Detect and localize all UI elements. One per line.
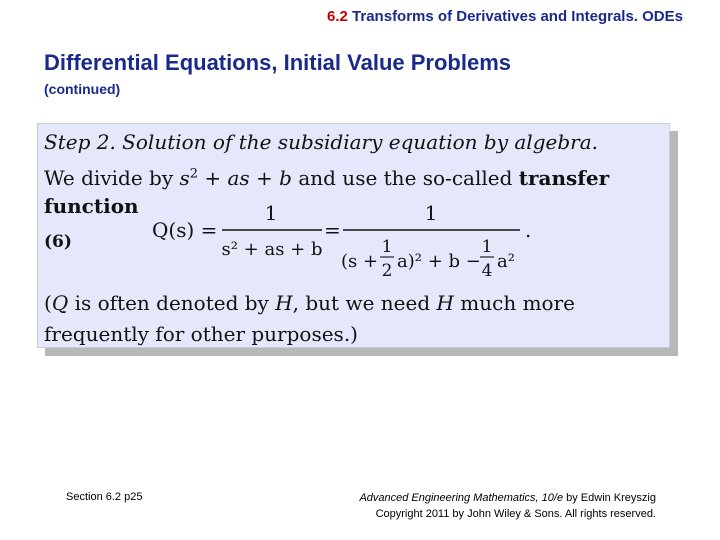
half-numerator: 1 <box>381 237 393 257</box>
formula-equals: = <box>324 218 341 242</box>
footer-copyright: Copyright 2011 by John Wiley & Sons. All rights reserved. <box>375 508 656 520</box>
section-title: Transforms of Derivatives and Integrals. ODEs <box>352 8 683 25</box>
page-subtitle: (continued) <box>44 81 121 97</box>
frac2-den-s: (s + <box>341 251 379 272</box>
quarter-denominator: 4 <box>481 261 493 281</box>
frac2-den-a: a)² + b − <box>397 251 481 272</box>
transfer-function-formula <box>144 196 544 291</box>
var-s: s <box>179 166 190 190</box>
plus-2: + <box>249 166 280 190</box>
term-b: b <box>279 166 292 190</box>
note-h1: H <box>275 291 293 315</box>
frac1-denominator: s² + as + b <box>221 239 323 260</box>
divide-prefix: We divide by <box>44 166 180 190</box>
exponent: 2 <box>189 166 199 182</box>
frac1-numerator: 1 <box>264 201 278 225</box>
note-open: ( <box>44 291 52 315</box>
section-header <box>0 8 683 25</box>
formula-period: . <box>525 218 532 242</box>
page-title: Differential Equations, Initial Value Problems <box>44 50 511 75</box>
plus-1: + <box>198 166 228 190</box>
term-as: as <box>227 166 250 190</box>
divide-suffix: and use the so-called <box>291 166 519 190</box>
transfer-word: transfer <box>518 166 610 190</box>
note-mid3: much more frequently for other purposes.) <box>44 291 575 346</box>
equation-label: (6) <box>44 232 72 252</box>
quarter-numerator: 1 <box>481 237 493 257</box>
frac2-numerator: 1 <box>424 201 438 225</box>
content-box <box>37 123 670 348</box>
frac2-den-a2: a² <box>497 251 515 272</box>
formula-lhs: Q(s) = <box>152 218 218 242</box>
footer-author: by Edwin Kreyszig <box>563 492 656 504</box>
note-q: Q <box>51 291 69 315</box>
note-paragraph <box>44 288 664 350</box>
footer-section: Section 6.2 p25 <box>66 491 143 503</box>
footer-book-title: Advanced Engineering Mathematics, 10/e <box>359 492 564 504</box>
note-mid1: is often denoted by <box>68 291 276 315</box>
section-number: 6.2 <box>327 8 348 25</box>
footer-credits <box>300 490 656 522</box>
half-denominator: 2 <box>381 261 393 281</box>
note-h2: H <box>436 291 454 315</box>
step-heading: Step 2. Solution of the subsidiary equation by algebra. <box>44 130 598 154</box>
note-mid2: , but we need <box>292 291 437 315</box>
function-word: function <box>44 194 139 218</box>
divide-line <box>44 166 609 190</box>
